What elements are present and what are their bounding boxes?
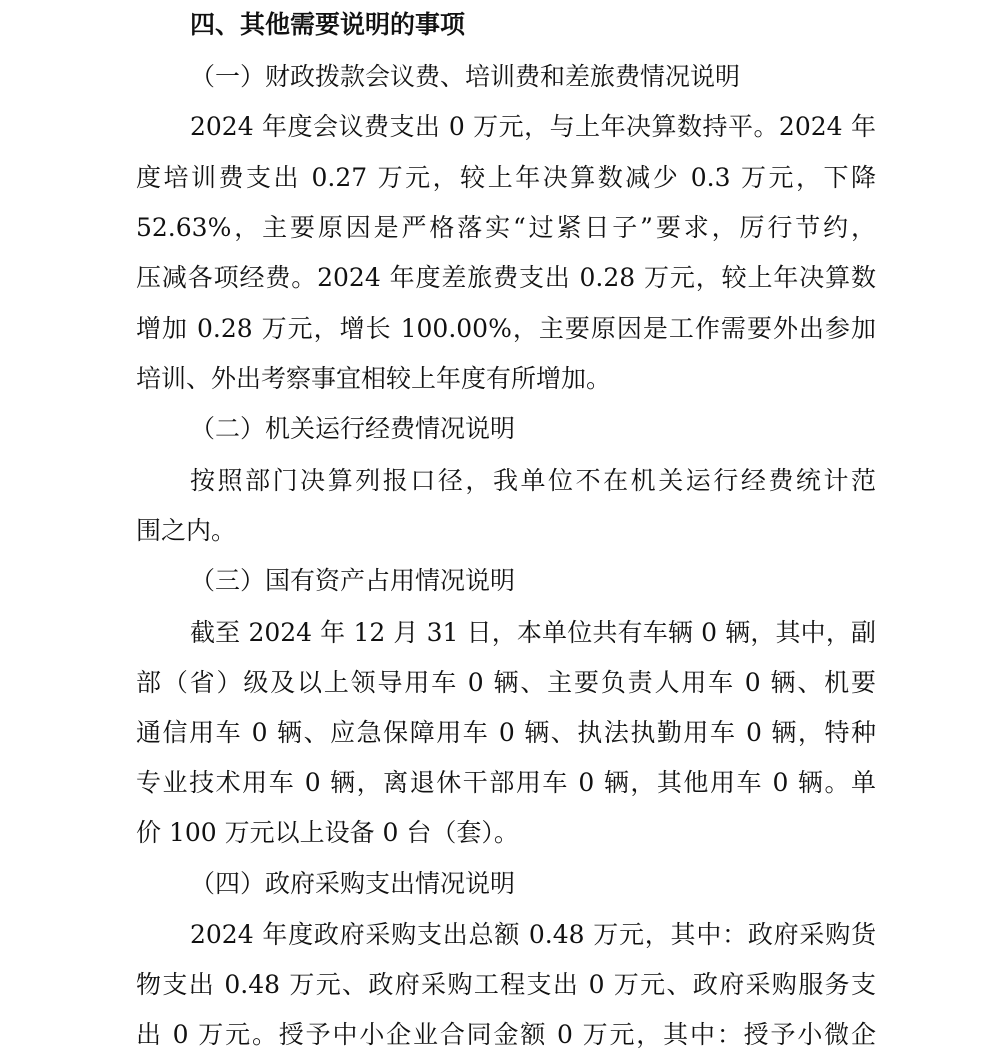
paragraph-line: 培训、外出考察事宜相较上年度有所增加。 [136, 364, 612, 393]
section-heading: 四、其他需要说明的事项 [190, 10, 466, 39]
paragraph-line: 部（省）级及以上领导用车 0 辆、主要负责人用车 0 辆、机要 [136, 668, 876, 697]
paragraph-line: 出 0 万元。授予中小企业合同金额 0 万元，其中：授予小微企 [136, 1020, 876, 1049]
paragraph-line: 2024 年度政府采购支出总额 0.48 万元，其中：政府采购货 [190, 920, 876, 949]
paragraph-line: 专业技术用车 0 辆，离退休干部用车 0 辆，其他用车 0 辆。单 [136, 768, 876, 797]
paragraph-line: 按照部门决算列报口径，我单位不在机关运行经费统计范 [190, 466, 876, 495]
paragraph-line: 增加 0.28 万元，增长 100.00%，主要原因是工作需要外出参加 [136, 314, 876, 343]
paragraph-line: 通信用车 0 辆、应急保障用车 0 辆、执法执勤用车 0 辆，特种 [136, 718, 876, 747]
subsection-title-4: （四）政府采购支出情况说明 [190, 869, 516, 898]
paragraph-line: 52.63%，主要原因是严格落实“过紧日子”要求，厉行节约， [136, 213, 876, 242]
paragraph-line: 度培训费支出 0.27 万元，较上年决算数减少 0.3 万元，下降 [136, 163, 876, 192]
paragraph-line: 物支出 0.48 万元、政府采购工程支出 0 万元、政府采购服务支 [136, 970, 876, 999]
paragraph-line: 2024 年度会议费支出 0 万元，与上年决算数持平。2024 年 [190, 112, 876, 141]
paragraph-line: 截至 2024 年 12 月 31 日，本单位共有车辆 0 辆，其中，副 [190, 618, 876, 647]
subsection-title-1: （一）财政拨款会议费、培训费和差旅费情况说明 [190, 62, 741, 91]
paragraph-line: 围之内。 [136, 516, 237, 545]
subsection-title-2: （二）机关运行经费情况说明 [190, 414, 516, 443]
subsection-title-3: （三）国有资产占用情况说明 [190, 566, 516, 595]
paragraph-line: 压减各项经费。2024 年度差旅费支出 0.28 万元，较上年决算数 [136, 263, 876, 292]
paragraph-line: 价 100 万元以上设备 0 台（套）。 [136, 818, 519, 847]
